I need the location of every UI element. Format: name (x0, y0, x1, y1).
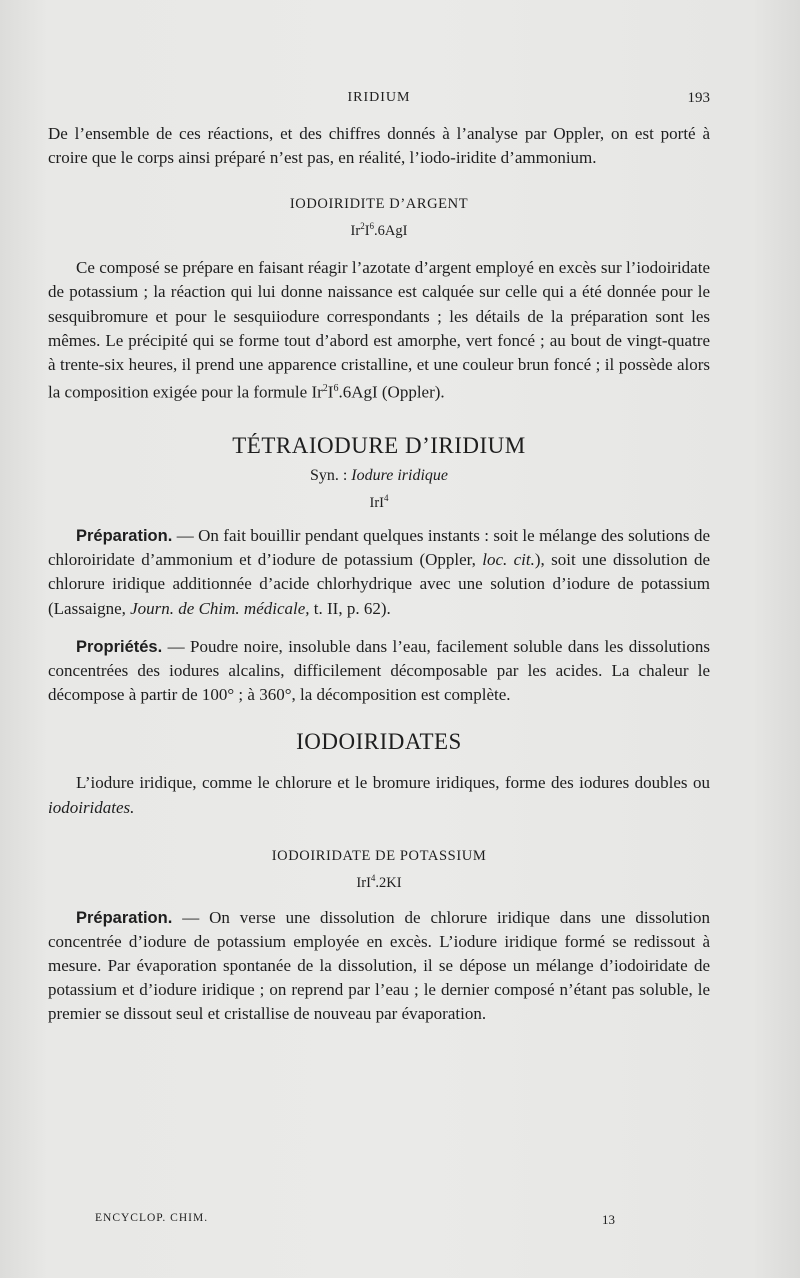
page-body (48, 122, 710, 1027)
paragraph-preparation-iodoiridate: Préparation. — On verse une dissolution de chlorure iridique dans une dissolution concentrée d’iodure de potassium employée en excès. L’iodure iridique formé se redissout à mesure. Par évaporation spontanée de la dissolution, il se dépose un mélange d’iodoiridate de potassium et d’iodure iridique ; on reprend par l’eau ; le dernier composé n’étant pas soluble, le premier se dissout seul et cristallise de nouveau par évaporation. (48, 907, 710, 1024)
intro-paragraph: De l’ensemble de ces réactions, et des chiffres donnés à l’analyse par Oppler, on est porté à croire que le corps ainsi préparé n’est pas, en réalité, l’iodo-iridite d’ammonium. (48, 124, 710, 168)
section-heading-iodoiridate-potassium: IODOIRIDATE DE POTASSIUM (271, 847, 487, 864)
section-heading-iodoiridates: IODOIRIDATES (296, 729, 462, 755)
page-number: 193 (687, 90, 710, 106)
formula-iodoiridate-potassium: IrI$^4$.2KI (356, 872, 402, 891)
page-footer (95, 1212, 615, 1232)
properties-label: Propriétés. (76, 637, 163, 656)
formula-iodoiridite-argent: $Ir^2I^6.6AgI$ (350, 221, 408, 240)
footer-sheet-number: 13 (602, 1212, 615, 1227)
formula-tetraiodure: IrI$^4$ (369, 493, 389, 511)
synonym-line: Syn. : Iodure iridique (309, 467, 449, 485)
paragraph-iodoiridates: L’iodure iridique, comme le chlorure et le bromure iridiques, forme des iodures doubles ou iodoiridates. (48, 773, 710, 817)
running-header (48, 90, 710, 114)
running-title: IRIDIUM (347, 90, 411, 105)
paragraph-preparation-tetraiodure: Préparation. — On fait bouillir pendant quelques instants : soit le mélange des solutions de chloroiridate d’ammonium et d’iodure de potassium (Oppler, loc. cit.), soit une dissolution de chlorure iridique additionnée d’acide chlorhydrique avec une solution d’iodure de potassium (Lassaigne, Journ. de Chim. médicale, t. II, p. 62). (48, 525, 710, 618)
preparation-label: Préparation. (76, 526, 173, 545)
paragraph-proprietes-tetraiodure: Propriétés. — Poudre noire, insoluble dans l’eau, facilement soluble dans les dissolutions concentrées des iodures alcalins, difficilement décomposable par les acides. La chaleur le décompose à partir de 100° ; à 360°, la décomposition est complète. (48, 636, 710, 705)
section-heading-tetraiodure: TÉTRAIODURE D’IRIDIUM (232, 433, 526, 459)
preparation-label-2: Préparation. (76, 908, 173, 927)
footer-signature: ENCYCLOP. CHIM. (95, 1212, 209, 1224)
section-heading-iodoiridite-argent: IODOIRIDITE D’ARGENT (289, 196, 469, 213)
paragraph-iodoiridite-argent: Ce composé se prépare en faisant réagir l’azotate d’argent employé en excès sur l’iodoiridate de potassium ; la réaction qui lui donne naissance est calquée sur celle qui a été donnée pour le sesquibromure et pour le sesquiiodure correspondants ; les détails de la préparation sont les mêmes. Le précipité qui se forme tout d’abord est amorphe, vert foncé ; au bout de vingt-quatre à trente-six heures, il prend une apparence cristalline, et une couleur brun foncé ; il possède alors la composition exigée pour la formule $Ir^2I^6.6AgI$ (Oppler). (48, 258, 710, 402)
